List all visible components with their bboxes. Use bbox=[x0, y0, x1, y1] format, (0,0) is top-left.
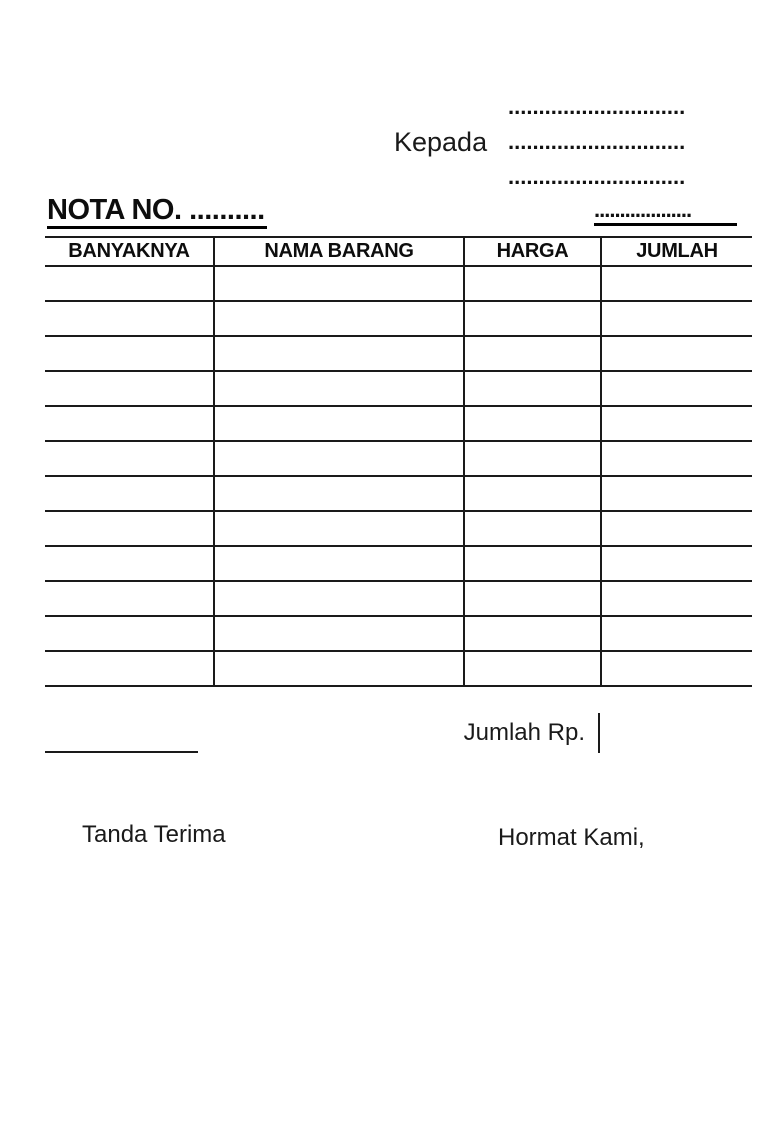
jumlah-box-divider-line bbox=[598, 713, 600, 753]
bottom-left-signature-line bbox=[45, 751, 198, 753]
column-header-nama-barang: NAMA BARANG bbox=[214, 237, 464, 266]
table-cell-empty bbox=[214, 546, 464, 581]
table-cell-empty bbox=[464, 336, 601, 371]
table-cell-empty bbox=[45, 476, 214, 511]
table-cell-empty bbox=[464, 581, 601, 616]
table-row bbox=[45, 301, 752, 336]
nota-date-dotted-line: ................... bbox=[594, 197, 737, 226]
table-cell-empty bbox=[601, 511, 752, 546]
column-header-banyaknya: BANYAKNYA bbox=[45, 237, 214, 266]
table-cell-empty bbox=[45, 301, 214, 336]
table-cell-empty bbox=[464, 266, 601, 301]
table-row bbox=[45, 441, 752, 476]
table-cell-empty bbox=[601, 371, 752, 406]
table-cell-empty bbox=[464, 301, 601, 336]
table-cell-empty bbox=[214, 651, 464, 686]
table-row bbox=[45, 581, 752, 616]
header-row bbox=[45, 237, 752, 266]
kepada-label: Kepada bbox=[394, 127, 488, 157]
table-row bbox=[45, 266, 752, 301]
table-cell-empty bbox=[464, 546, 601, 581]
table-cell-empty bbox=[601, 616, 752, 651]
table-cell-empty bbox=[601, 406, 752, 441]
table-cell-empty bbox=[45, 581, 214, 616]
table-cell-empty bbox=[214, 406, 464, 441]
table-row bbox=[45, 546, 752, 581]
table-cell-empty bbox=[464, 476, 601, 511]
table-cell-empty bbox=[214, 266, 464, 301]
recipient-dotted-line-3: ............................. bbox=[508, 165, 686, 189]
table-row bbox=[45, 651, 752, 686]
table-cell-empty bbox=[214, 476, 464, 511]
table-cell-empty bbox=[45, 511, 214, 546]
column-header-jumlah: JUMLAH bbox=[601, 237, 752, 266]
table-cell-empty bbox=[601, 651, 752, 686]
table-cell-empty bbox=[464, 406, 601, 441]
jumlah-total-label: Jumlah Rp. bbox=[463, 719, 585, 746]
table-cell-empty bbox=[464, 511, 601, 546]
items-table bbox=[45, 236, 752, 687]
table-cell-empty bbox=[45, 371, 214, 406]
table-cell-empty bbox=[601, 581, 752, 616]
table-cell-empty bbox=[214, 616, 464, 651]
table-cell-empty bbox=[464, 616, 601, 651]
table-cell-empty bbox=[214, 371, 464, 406]
table-row bbox=[45, 511, 752, 546]
column-header-harga: HARGA bbox=[464, 237, 601, 266]
table-cell-empty bbox=[45, 266, 214, 301]
table-cell-empty bbox=[45, 651, 214, 686]
table-cell-empty bbox=[45, 406, 214, 441]
table-cell-empty bbox=[601, 301, 752, 336]
nota-number-title: NOTA NO. .......... bbox=[47, 194, 267, 229]
table-row bbox=[45, 371, 752, 406]
table-cell-empty bbox=[214, 581, 464, 616]
table-cell-empty bbox=[601, 546, 752, 581]
table-row bbox=[45, 476, 752, 511]
table-cell-empty bbox=[601, 336, 752, 371]
hormat-kami-label: Hormat Kami, bbox=[498, 824, 645, 851]
table-cell-empty bbox=[464, 441, 601, 476]
table-row bbox=[45, 406, 752, 441]
table-cell-empty bbox=[214, 336, 464, 371]
table-cell-empty bbox=[45, 616, 214, 651]
table-cell-empty bbox=[45, 336, 214, 371]
table-cell-empty bbox=[464, 371, 601, 406]
recipient-dotted-line-1: ............................. bbox=[508, 95, 686, 119]
table-row bbox=[45, 616, 752, 651]
table-cell-empty bbox=[601, 441, 752, 476]
table-cell-empty bbox=[45, 546, 214, 581]
table-cell-empty bbox=[601, 266, 752, 301]
table-cell-empty bbox=[214, 441, 464, 476]
items-table-body bbox=[45, 266, 752, 686]
table-cell-empty bbox=[601, 476, 752, 511]
table-cell-empty bbox=[214, 301, 464, 336]
tanda-terima-label: Tanda Terima bbox=[82, 821, 226, 848]
table-cell-empty bbox=[214, 511, 464, 546]
table-cell-empty bbox=[464, 651, 601, 686]
table-cell-empty bbox=[45, 441, 214, 476]
items-table-header bbox=[45, 237, 752, 266]
recipient-dotted-line-2: ............................. bbox=[508, 130, 686, 154]
table-row bbox=[45, 336, 752, 371]
